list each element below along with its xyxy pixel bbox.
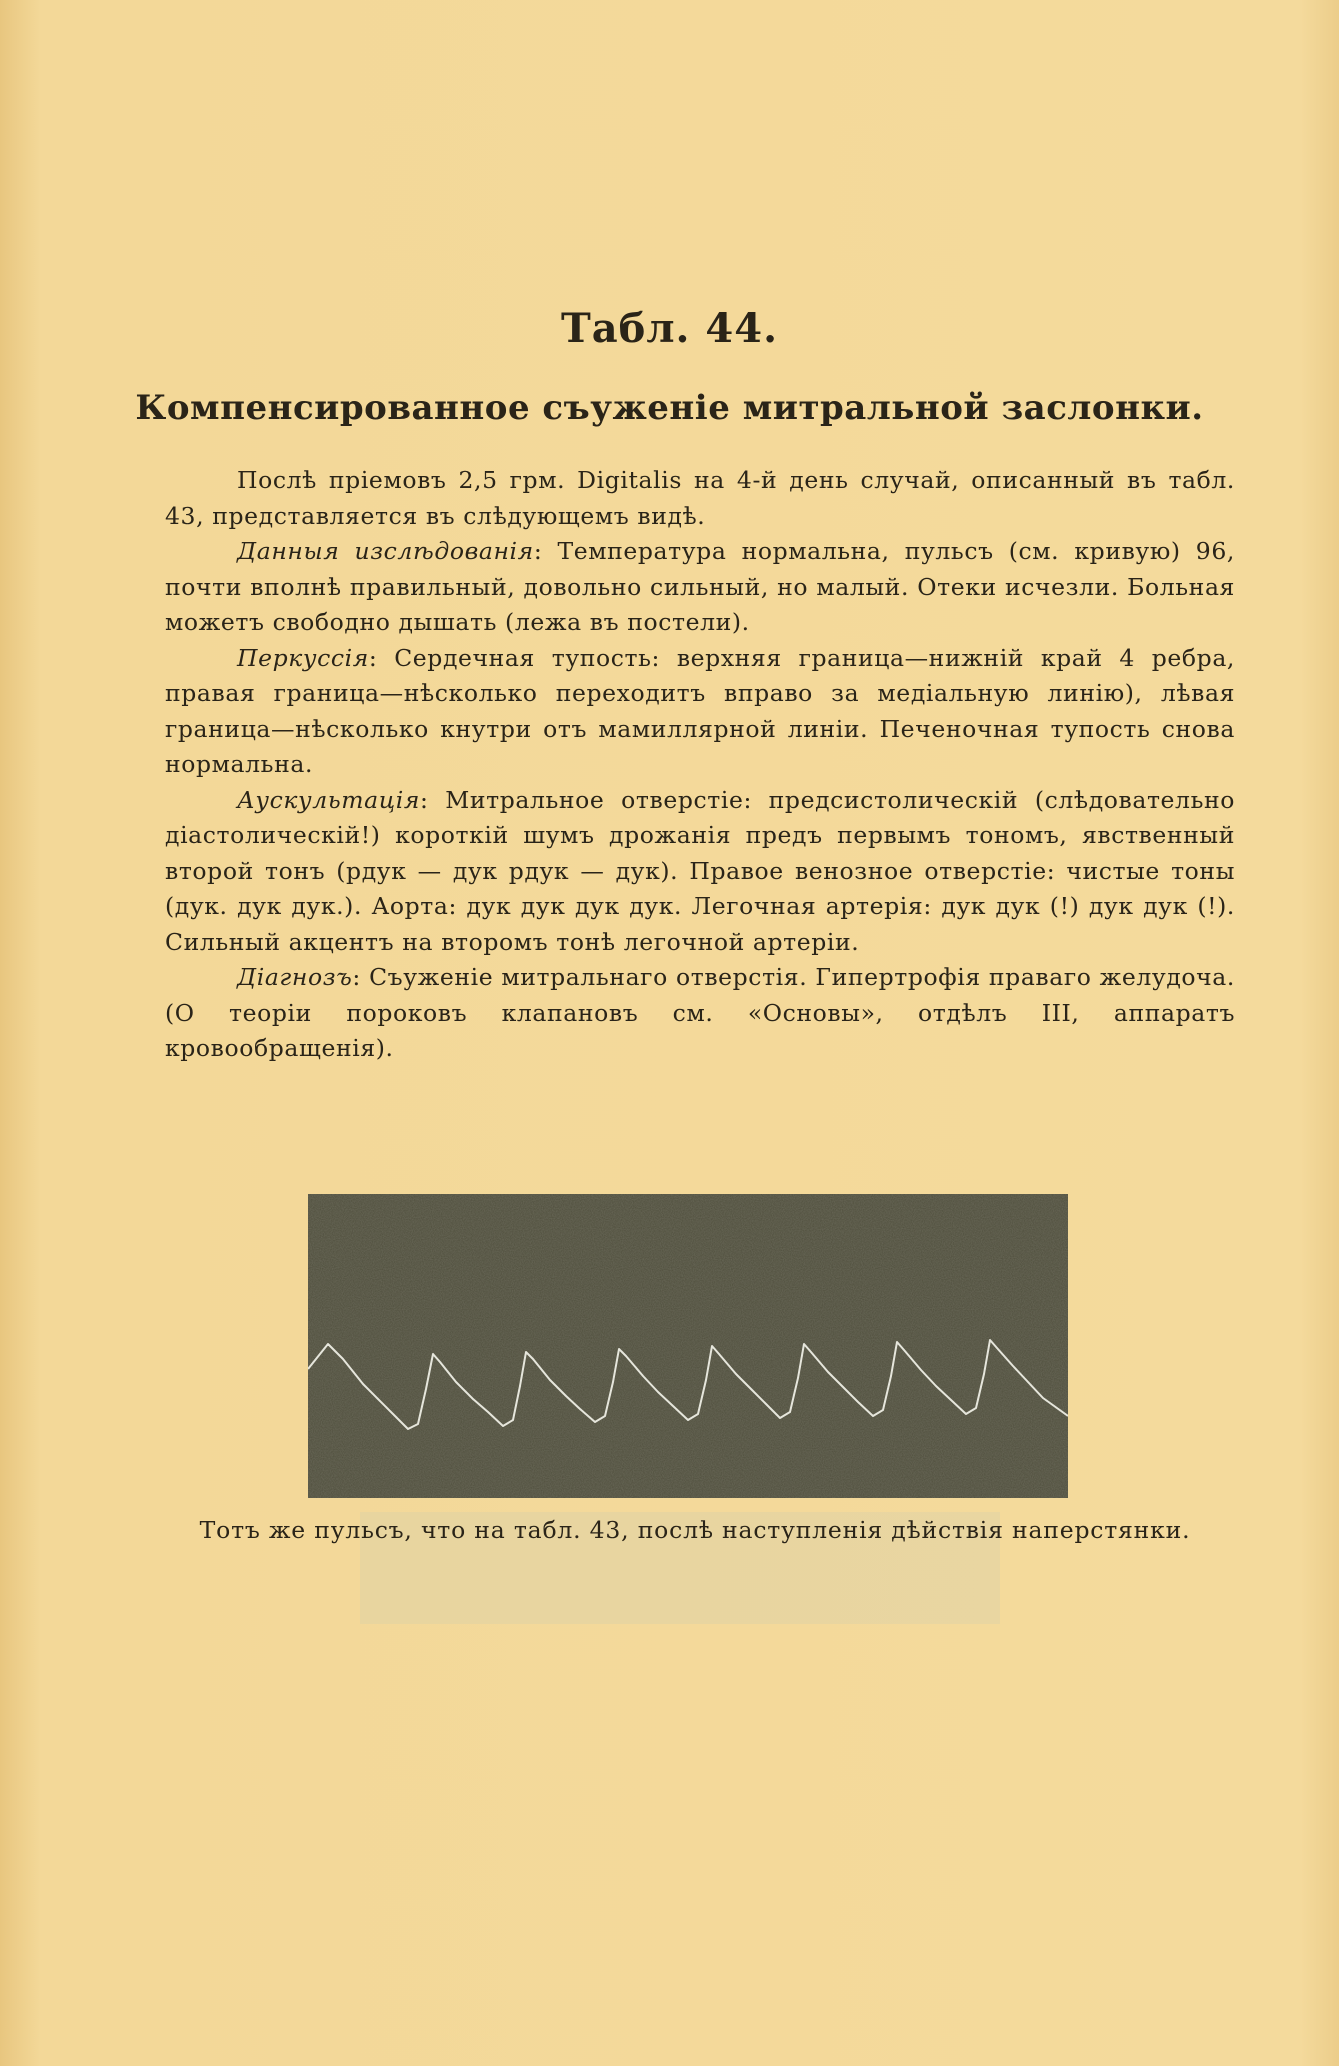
paragraph-intro-text: Послѣ пріемовъ 2,5 грм. Digitalis на 4-й день случай, описанный въ табл. 43, представляется въ слѣдующемъ видѣ. (165, 466, 1235, 530)
paragraph-findings-label: Данныя изслѣдованія (237, 537, 534, 565)
tracing-grain (308, 1194, 1068, 1498)
paragraph-intro (165, 463, 1235, 534)
table-title: Табл. 44. (560, 305, 778, 352)
paragraph-findings-text: : Температура нормальна, пульсъ (см. кривую) 96, почти вполнѣ правильный, довольно сильный, но малый. Отеки исчезли. Больная можетъ свободно дышать (лежа въ постели). (165, 537, 1235, 636)
pulse-tracing-figure (308, 1194, 1068, 1498)
paragraph-percussion-label: Перкуссія (237, 643, 369, 672)
body-text (165, 463, 1235, 1067)
paragraph-percussion (165, 641, 1235, 783)
paragraph-auscultation (165, 783, 1235, 961)
paragraph-findings (165, 534, 1235, 641)
paragraph-diagnosis-label: Діагнозъ (237, 963, 353, 991)
paragraph-percussion-text: : Сердечная тупость: верхняя граница—нижній край 4 ребра, правая граница—нѣсколько переходитъ вправо за медіальную линію), лѣвая граница—нѣсколько кнутри отъ мамиллярной линіи. Печеночная тупость снова нормальна. (165, 643, 1235, 778)
paragraph-diagnosis-text: : Съуженіе митральнаго отверстія. Гипертрофія праваго желудоча. (О теоріи пороковъ клапановъ см. «Основы», отдѣлъ III, аппаратъ кровообращенія). (165, 963, 1235, 1062)
page-subtitle: Компенсированное съуженіе митральной заслонки. (135, 388, 1204, 428)
figure-caption: Тотъ же пульсъ, что на табл. 43, послѣ наступленія дѣйствія наперстянки. (199, 1516, 1191, 1544)
paragraph-diagnosis (165, 960, 1235, 1067)
paragraph-auscultation-text: : Митральное отверстіе: предсистолическій (слѣдовательно діастолическій!) короткій шумъ дрожанія предъ первымъ тономъ, явственный второй тонъ (рдук — дук рдук — дук). Правое венозное отверстіе: чистые тоны (дук. дук дук.). Аорта: дук дук дук дук. Легочная артерія: дук дук (!) дук дук (!). Сильный акцентъ на второмъ тонѣ легочной артеріи. (165, 785, 1235, 956)
paragraph-auscultation-label: Аускультація (237, 785, 420, 814)
pulse-tracing-icon (308, 1194, 1068, 1498)
